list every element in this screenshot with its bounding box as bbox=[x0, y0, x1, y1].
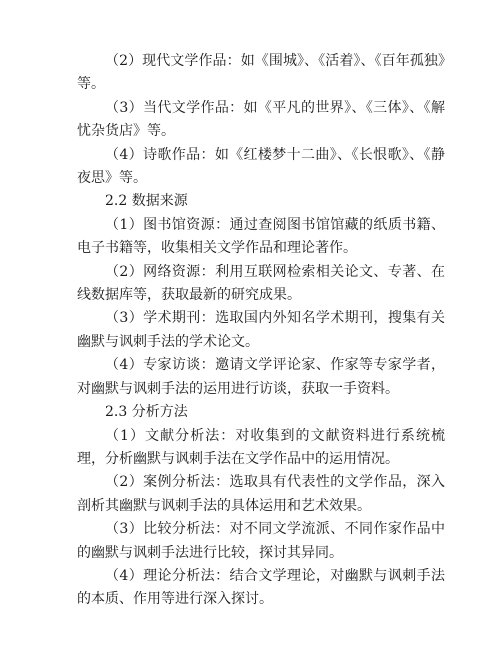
paragraph-network-resources: （2）网络资源：利用互联网检索相关论文、专著、在线数据库等，获取最新的研究成果。 bbox=[77, 263, 445, 304]
paragraph-library-resources: （1）图书馆资源：通过查阅图书馆馆藏的纸质书籍、电子书籍等，收集相关文学作品和理论著作。 bbox=[77, 216, 445, 257]
paragraph-modern-works: （2）现代文学作品：如《围城》、《活着》、《百年孤独》等。 bbox=[77, 53, 445, 93]
paragraph-poetry-works: （4）诗歌作品：如《红楼梦十二曲》、《长恨歌》、《静夜思》等。 bbox=[77, 146, 445, 187]
paragraph-expert-interviews: （4）专家访谈：邀请文学评论家、作家等专家学者，对幽默与讽刺手法的运用进行访谈，获取一手资料。 bbox=[77, 357, 445, 397]
document-page bbox=[77, 50, 445, 612]
section-heading-data-sources: 2.2 数据来源 bbox=[105, 193, 188, 210]
paragraph-academic-journals: （3）学术期刊：选取国内外知名学术期刊，搜集有关幽默与讽刺手法的学术论文。 bbox=[77, 310, 445, 350]
section-heading-analysis-methods: 2.3 分析方法 bbox=[105, 404, 188, 421]
paragraph-case-analysis: （2）案例分析法：选取具有代表性的文学作品，深入剖析其幽默与讽刺手法的具体运用和艺术效果。 bbox=[77, 474, 445, 514]
paragraph-literature-analysis: （1）文献分析法：对收集到的文献资料进行系统梳理，分析幽默与讽刺手法在文学作品中的运用情况。 bbox=[77, 427, 445, 467]
paragraph-comparative-analysis: （3）比较分析法：对不同文学流派、不同作家作品中的幽默与讽刺手法进行比较，探讨其异同。 bbox=[77, 521, 445, 561]
paragraph-contemporary-works: （3）当代文学作品：如《平凡的世界》、《三体》、《解忧杂货店》等。 bbox=[77, 99, 445, 140]
paragraph-theoretical-analysis: （4）理论分析法：结合文学理论，对幽默与讽刺手法的本质、作用等进行深入探讨。 bbox=[77, 567, 445, 608]
